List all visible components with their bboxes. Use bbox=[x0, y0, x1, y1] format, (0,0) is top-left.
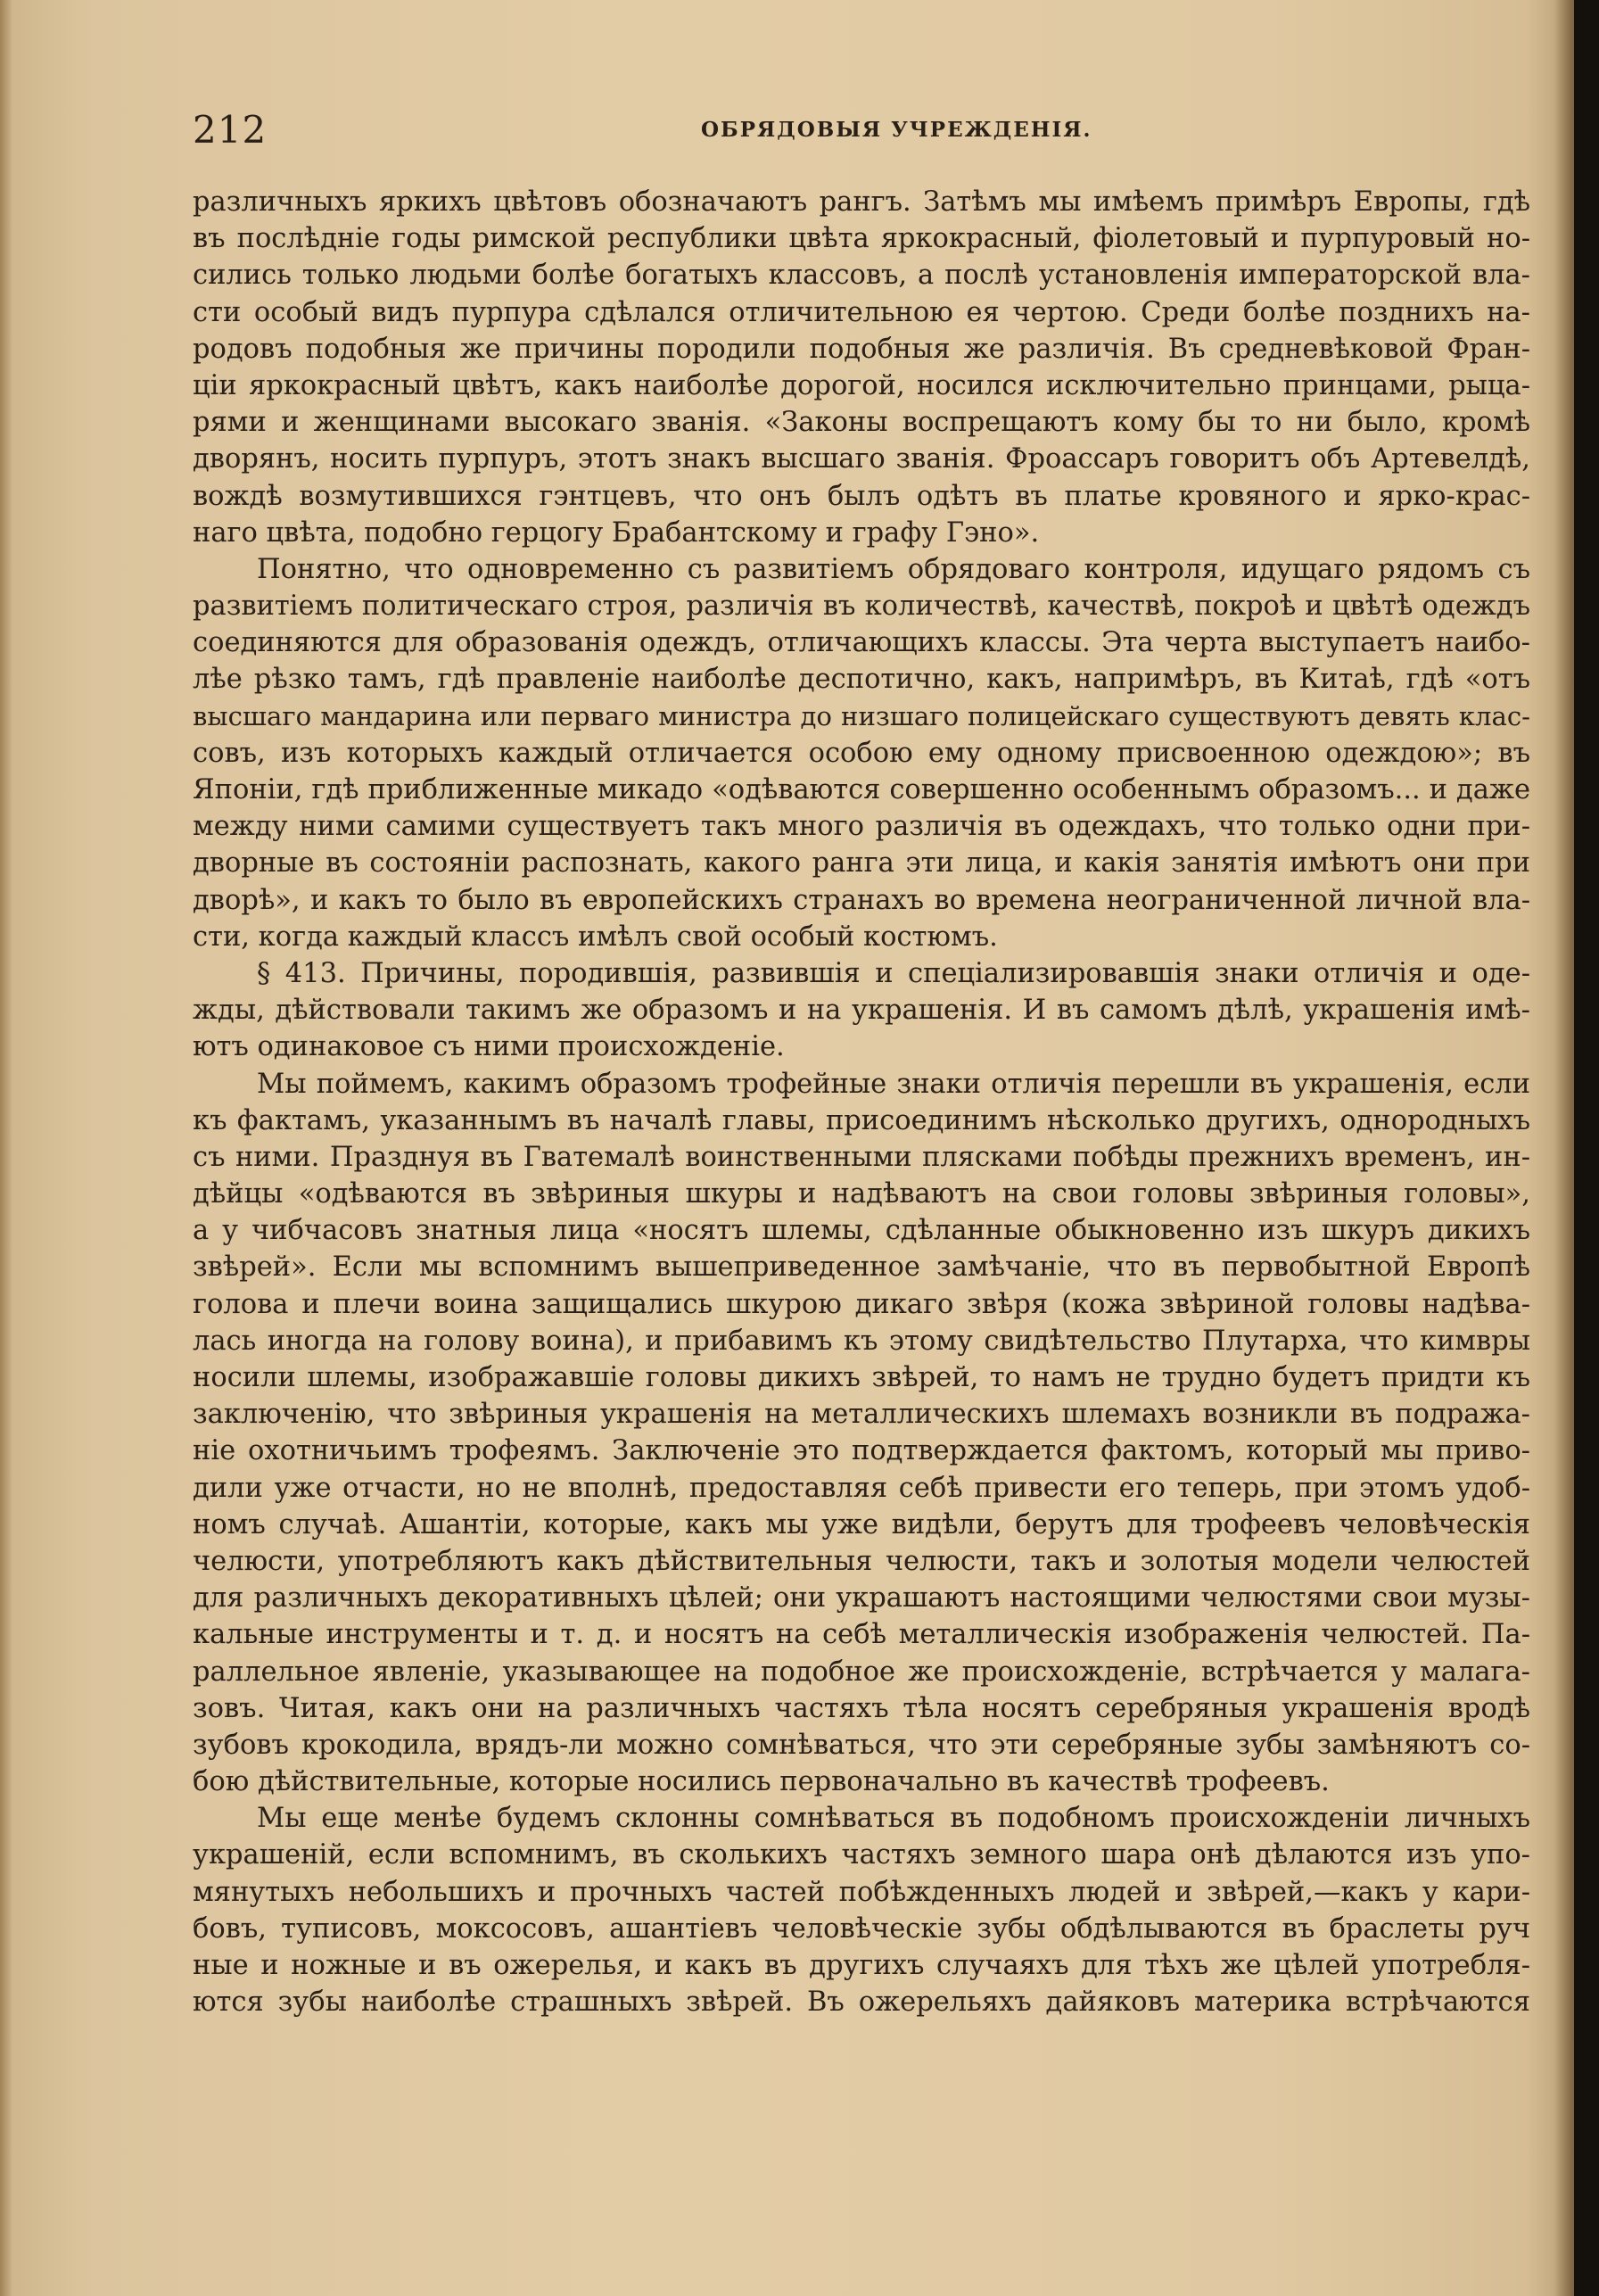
text-line: дили уже отчасти, но не вполнѣ, предоставляя себѣ привести его теперь, при этомъ удоб- bbox=[193, 1472, 1530, 1504]
text-line: дворные въ состояніи распознать, какого ранга эти лица, и какія занятія имѣютъ они при bbox=[193, 847, 1530, 880]
text-line: номъ случаѣ. Ашантіи, которые, какъ мы уже видѣли, берутъ для трофеевъ человѣческія bbox=[193, 1508, 1530, 1540]
text-line: челюсти, употребляютъ какъ дѣйствительныя челюсти, такъ и золотыя модели челюстей bbox=[193, 1545, 1530, 1577]
page-header bbox=[193, 105, 1530, 159]
text-line: ютъ одинаковое съ ними происхожденіе. bbox=[193, 1031, 785, 1063]
text-line: а у чибчасовъ знатныя лица «носятъ шлемы, сдѣланные обыкновенно изъ шкуръ дикихъ bbox=[193, 1215, 1530, 1247]
text-line: сились только людьми болѣе богатыхъ классовъ, а послѣ установленія императорской вла- bbox=[193, 260, 1530, 292]
text-line: высшаго мандарина или перваго министра до низшаго полицейскаго существуютъ девять клас- bbox=[193, 700, 1530, 731]
text-line: вождѣ возмутившихся гэнтцевъ, что онъ былъ одѣтъ въ платье кровяного и ярко-крас- bbox=[193, 480, 1530, 512]
page-number: 212 bbox=[193, 108, 268, 152]
text-line: развитіемъ политическаго строя, различія въ количествѣ, качествѣ, покроѣ и цвѣтѣ одеждъ bbox=[193, 591, 1530, 623]
text-line: бою дѣйствительные, которые носились первоначально въ качествѣ трофеевъ. bbox=[193, 1766, 1330, 1798]
text-line: ются зубы наиболѣе страшныхъ звѣрей. Въ ожерельяхъ дайяковъ материка встрѣчаются bbox=[193, 1986, 1530, 2019]
text-line: съ ними. Празднуя въ Гватемалѣ воинственными плясками побѣды прежнихъ временъ, ин- bbox=[193, 1141, 1530, 1173]
text-line: носили шлемы, изображавшіе головы дикихъ звѣрей, то намъ не трудно будетъ придти къ bbox=[193, 1362, 1530, 1393]
text-line: раллельное явленіе, указывающее на подобное же происхожденіе, встрѣчается у малага- bbox=[193, 1656, 1530, 1688]
text-line: сти особый видъ пурпура сдѣлался отличительною ея чертою. Среди болѣе позднихъ на- bbox=[193, 296, 1530, 328]
text-line: кальные инструменты и т. д. и носятъ на себѣ металлическія изображенія челюстей. Па- bbox=[193, 1619, 1530, 1651]
text-line: ніе охотничьимъ трофеямъ. Заключеніе это подтверждается фактомъ, который мы приво- bbox=[193, 1435, 1530, 1467]
text-line: бовъ, туписовъ, моксосовъ, ашантіевъ человѣческіе зубы обдѣлываются въ браслеты руч bbox=[193, 1912, 1530, 1945]
text-line: ціи яркокрасный цвѣтъ, какъ наиболѣе дорогой, носился исключительно принцами, рыца- bbox=[193, 369, 1530, 401]
text-line: въ послѣдніе годы римской республики цвѣта яркокрасный, фіолетовый и пурпуровый но- bbox=[193, 223, 1530, 255]
text-line: звѣрей». Если мы вспомнимъ вышеприведенное замѣчаніе, что въ первобытной Европѣ bbox=[193, 1251, 1530, 1284]
text-line: украшеній, если вспомнимъ, въ сколькихъ частяхъ земного шара онѣ дѣлаются изъ упо- bbox=[193, 1839, 1530, 1871]
text-line: зубовъ крокодила, врядъ-ли можно сомнѣваться, что эти серебряные зубы замѣняютъ со- bbox=[193, 1729, 1530, 1761]
text-line: мянутыхъ небольшихъ и прочныхъ частей побѣжденныхъ людей и звѣрей,—какъ у кари- bbox=[193, 1876, 1530, 1908]
text-line: ные и ножные и въ ожерелья, и какъ въ другихъ случаяхъ для тѣхъ же цѣлей употребля- bbox=[193, 1950, 1530, 1981]
text-line: наго цвѣта, подобно герцогу Брабантскому и графу Гэно». bbox=[193, 516, 1040, 549]
text-line: Понятно, что одновременно съ развитіемъ обрядоваго контроля, идущаго рядомъ съ bbox=[257, 553, 1530, 585]
text-line: различныхъ яркихъ цвѣтовъ обозначаютъ рангъ. Затѣмъ мы имѣемъ примѣръ Европы, гдѣ bbox=[193, 186, 1530, 218]
body-text bbox=[193, 184, 1530, 2020]
text-line: для различныхъ декоративныхъ цѣлей; они украшаютъ настоящими челюстями свои музы- bbox=[193, 1582, 1530, 1615]
text-line: Мы еще менѣе будемъ склонны сомнѣваться въ подобномъ происхожденіи личныхъ bbox=[257, 1803, 1530, 1835]
text-line: къ фактамъ, указаннымъ въ началѣ главы, присоединимъ нѣсколько другихъ, однородныхъ bbox=[193, 1104, 1530, 1136]
text-line: Мы поймемъ, какимъ образомъ трофейные знаки отличія перешли въ украшенія, если bbox=[257, 1068, 1530, 1100]
text-line: дѣйцы «одѣваются въ звѣриныя шкуры и надѣваютъ на свои головы звѣриныя головы», bbox=[193, 1178, 1530, 1210]
text-line: сти, когда каждый классъ имѣлъ свой особый костюмъ. bbox=[193, 921, 998, 953]
text-line: дворѣ», и какъ то было въ европейскихъ странахъ во времена неограниченной личной вла- bbox=[193, 884, 1530, 916]
running-head: ОБРЯДОВЫЯ УЧРЕЖДЕНІЯ. bbox=[701, 118, 1092, 142]
scan-dark-edge bbox=[1574, 0, 1599, 2296]
text-line: соединяются для образованія одеждъ, отличающихъ классы. Эта черта выступаетъ наибо- bbox=[193, 627, 1530, 659]
text-line: зовъ. Читая, какъ они на различныхъ частяхъ тѣла носятъ серебряныя украшенія вродѣ bbox=[193, 1692, 1530, 1724]
text-line: родовъ подобныя же причины породили подобныя же различія. Въ средневѣковой Фран- bbox=[193, 333, 1530, 365]
text-line: жды, дѣйствовали такимъ же образомъ и на украшенія. И въ самомъ дѣлѣ, украшенія имѣ- bbox=[193, 995, 1530, 1027]
text-line: голова и плечи воина защищались шкурою дикаго звѣря (кожа звѣриной головы надѣва- bbox=[193, 1288, 1530, 1320]
text-line: заключенію, что звѣриныя украшенія на металлическихъ шлемахъ возникли въ подража- bbox=[193, 1399, 1530, 1431]
text-line: между ними самими существуетъ такъ много различія въ одеждахъ, что только одни при- bbox=[193, 811, 1530, 843]
text-line: лѣе рѣзко тамъ, гдѣ правленіе наиболѣе деспотично, какъ, напримѣръ, въ Китаѣ, гдѣ «отъ bbox=[193, 664, 1530, 696]
text-line: дворянъ, носить пурпуръ, этотъ знакъ высшаго званія. Фроассаръ говоритъ объ Артевелдѣ, bbox=[193, 443, 1530, 475]
text-line: совъ, изъ которыхъ каждый отличается особою ему одному присвоенною одеждою»; въ bbox=[193, 737, 1530, 769]
text-line: лась иногда на голову воина), и прибавимъ къ этому свидѣтельство Плутарха, что кимвры bbox=[193, 1325, 1530, 1357]
text-line: Японіи, гдѣ приближенные микадо «одѣваются совершенно особеннымъ образомъ... и даже bbox=[193, 774, 1530, 805]
text-line: рями и женщинами высокаго званія. «Законы воспрещаютъ кому бы то ни было, кромѣ bbox=[193, 407, 1530, 439]
text-line: § 413. Причины, породившія, развившія и спеціализировавшія знаки отличія и оде- bbox=[257, 957, 1530, 989]
